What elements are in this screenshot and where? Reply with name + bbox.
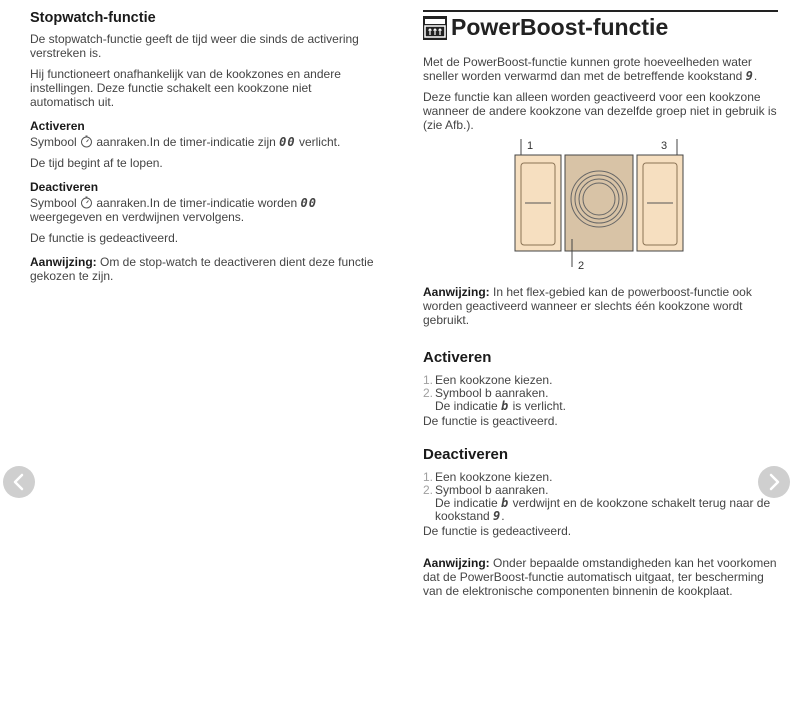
stopwatch-activeren-heading: Activeren [30, 119, 85, 133]
powerboost-deactiveren-heading: Deactiveren [423, 446, 509, 463]
step-number: 1. [423, 470, 434, 484]
stopwatch-intro-1: De stopwatch-functie geeft de tijd weer die sinds de activering verstreken is. [30, 32, 359, 60]
step-text: Symbool b aanraken. [435, 483, 549, 497]
power-level: 9 [493, 509, 502, 523]
text-fragment: Met de PowerBoost-functie kunnen grote hoeveelheden water sneller worden verwarmd dan met de betreffende kookstand [423, 55, 752, 83]
step-number: 1. [423, 373, 434, 387]
list-item [423, 484, 778, 523]
step-text: Symbool b aanraken. [435, 386, 549, 400]
text-fragment: . [753, 69, 758, 83]
step-text: Een kookzone kiezen. [435, 373, 553, 387]
text-fragment: aanraken.In de timer-indicatie zijn [96, 135, 276, 149]
powerboost-activeren-heading: Activeren [423, 349, 492, 366]
stopwatch-deactiveren-text [30, 196, 375, 224]
powerboost-para-2: Deze functie kan alleen worden geactiveerd voor een kookzone wanneer de andere kookzone van dezelfde groep niet in gebruik is (zie Afb.). [423, 90, 777, 132]
stopwatch-deactiveren-heading: Deactiveren [30, 180, 99, 194]
boost-indicator: b [501, 496, 510, 510]
activeren-steps [423, 374, 778, 413]
powerboost-note-2 [423, 556, 778, 598]
text-fragment: weergegeven en verdwijnen vervolgens. [30, 210, 245, 224]
text-fragment: verlicht. [298, 135, 341, 149]
power-level: 9 [745, 69, 754, 83]
diagram-label-2: 2 [578, 260, 585, 272]
step-continuation [423, 497, 778, 523]
note-label: Aanwijzing: [30, 255, 97, 269]
text-fragment: Symbool [30, 196, 77, 210]
text-fragment: is verlicht. [512, 399, 566, 413]
stopwatch-deactiveren-result: De functie is gedeactiveerd. [30, 231, 179, 245]
note-text: Onder bepaalde omstandigheden kan het voorkomen dat de PowerBoost-functie automatisch uitgaat, ter bescherming van de elektronische componenten binnenin de kookplaat. [423, 556, 777, 598]
powerboost-icon [423, 16, 447, 40]
diagram-label-3: 3 [661, 140, 668, 152]
text-fragment: De indicatie [435, 399, 498, 413]
step-number: 2. [423, 386, 434, 400]
text-fragment: . [501, 509, 505, 523]
step-continuation [423, 400, 778, 413]
cooktop-diagram [511, 139, 691, 279]
step-text: Een kookzone kiezen. [435, 470, 553, 484]
chevron-left-icon [3, 466, 35, 498]
stopwatch-note [30, 255, 375, 283]
next-page-button[interactable] [758, 466, 790, 498]
powerboost-note-1 [423, 285, 778, 327]
stopwatch-icon [80, 196, 93, 209]
text-fragment: De indicatie [435, 496, 498, 510]
deactiveren-steps [423, 471, 778, 523]
note-text: Om de stop-watch te deactiveren dient deze functie gekozen te zijn. [30, 255, 374, 283]
cooktop-figure [511, 139, 691, 279]
stopwatch-intro-2: Hij functioneert onafhankelijk van de kookzones en andere instellingen. Deze functie schakelt een kookzone niet automatisch uit. [30, 67, 341, 109]
diagram-label-1: 1 [527, 140, 534, 152]
chevron-right-icon [758, 466, 790, 498]
text-fragment: aanraken.In de timer-indicatie worden [96, 196, 298, 210]
boost-indicator: b [501, 399, 510, 413]
stopwatch-activeren-text [30, 135, 375, 149]
previous-page-button[interactable] [3, 466, 35, 498]
stopwatch-activeren-result: De tijd begint af te lopen. [30, 156, 163, 170]
powerboost-title: PowerBoost-functie [451, 14, 669, 40]
list-item [423, 387, 778, 413]
text-fragment: verdwijnt en de kookzone schakelt terug naar de kookstand [435, 496, 771, 523]
note-label: Aanwijzing: [423, 285, 490, 299]
step-number: 2. [423, 483, 434, 497]
powerboost-header [423, 10, 778, 41]
powerboost-para-1 [423, 55, 778, 83]
note-text: In het flex-gebied kan de powerboost-functie ook worden geactiveerd wanneer er slechts één kookzone wordt gebruikt. [423, 285, 752, 327]
timer-display: 00 [279, 135, 296, 149]
timer-display: 00 [300, 196, 317, 210]
stopwatch-title: Stopwatch-functie [30, 10, 156, 26]
deactiveren-result: De functie is gedeactiveerd. [423, 524, 572, 538]
activeren-result: De functie is geactiveerd. [423, 414, 558, 428]
text-fragment: Symbool [30, 135, 77, 149]
stopwatch-section [30, 0, 375, 290]
powerboost-section [423, 0, 778, 605]
stopwatch-icon [80, 135, 93, 148]
note-label: Aanwijzing: [423, 556, 490, 570]
